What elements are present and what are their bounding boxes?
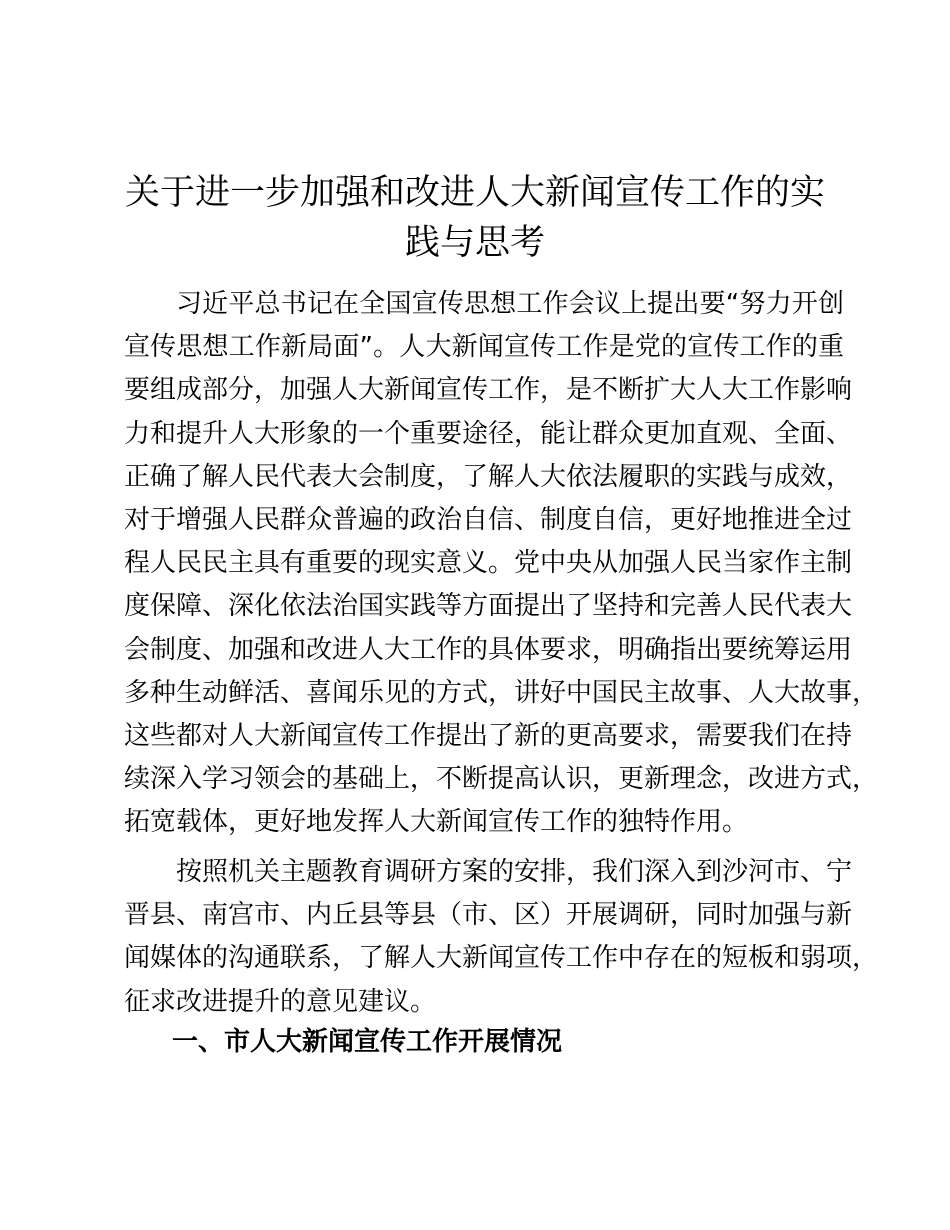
title-line: 关于进一步加强和改进人大新闻宣传工作的实 xyxy=(124,173,825,213)
paragraph-intro xyxy=(124,283,879,845)
paragraph-research xyxy=(124,851,879,1024)
document-title xyxy=(120,168,830,268)
paragraph-line: 宣传思想工作新局面”。人大新闻宣传工作是党的宣传工作的重 xyxy=(124,332,844,363)
paragraph-line: 征求改进提升的意见建议。 xyxy=(124,986,437,1017)
paragraph-line: 对于增强人民群众普遍的政治自信、制度自信，更好地推进全过 xyxy=(124,505,853,536)
paragraph-line: 会制度、加强和改进人大工作的具体要求，明确指出要统筹运用 xyxy=(124,634,853,665)
paragraph-line: 力和提升人大形象的一个重要途径，能让群众更加直观、全面、 xyxy=(124,418,853,449)
paragraph-line: 程人民民主具有重要的现实意义。党中央从加强人民当家作主制 xyxy=(124,548,853,579)
paragraph-line: 度保障、深化依法治国实践等方面提出了坚持和完善人民代表大 xyxy=(124,591,853,622)
paragraph-line: 多种生动鲜活、喜闻乐见的方式，讲好中国民主故事、人大故事， xyxy=(124,677,879,708)
paragraph-line: 按照机关主题教育调研方案的安排，我们深入到沙河市、宁 xyxy=(176,857,853,887)
paragraph-line: 正确了解人民代表大会制度，了解人大依法履职的实践与成效， xyxy=(124,461,853,492)
paragraph-line: 续深入学习领会的基础上，不断提高认识，更新理念，改进方式， xyxy=(124,764,879,795)
paragraph-line: 拓宽载体，更好地发挥人大新闻宣传工作的独特作用。 xyxy=(124,807,749,838)
title-line: 践与思考 xyxy=(404,223,545,263)
paragraph-line: 要组成部分，加强人大新闻宣传工作，是不断扩大人大工作影响 xyxy=(124,375,853,406)
paragraph-line: 这些都对人大新闻宣传工作提出了新的更高要求，需要我们在持 xyxy=(124,721,853,752)
section-heading: 一、市人大新闻宣传工作开展情况 xyxy=(172,1027,563,1057)
paragraph-line: 习近平总书记在全国宣传思想工作会议上提出要“努力开创 xyxy=(176,289,844,319)
paragraph-line: 闻媒体的沟通联系，了解人大新闻宣传工作中存在的短板和弱项， xyxy=(124,943,879,974)
paragraph-line: 晋县、南宫市、内丘县等县（市、区）开展调研，同时加强与新 xyxy=(124,900,853,931)
